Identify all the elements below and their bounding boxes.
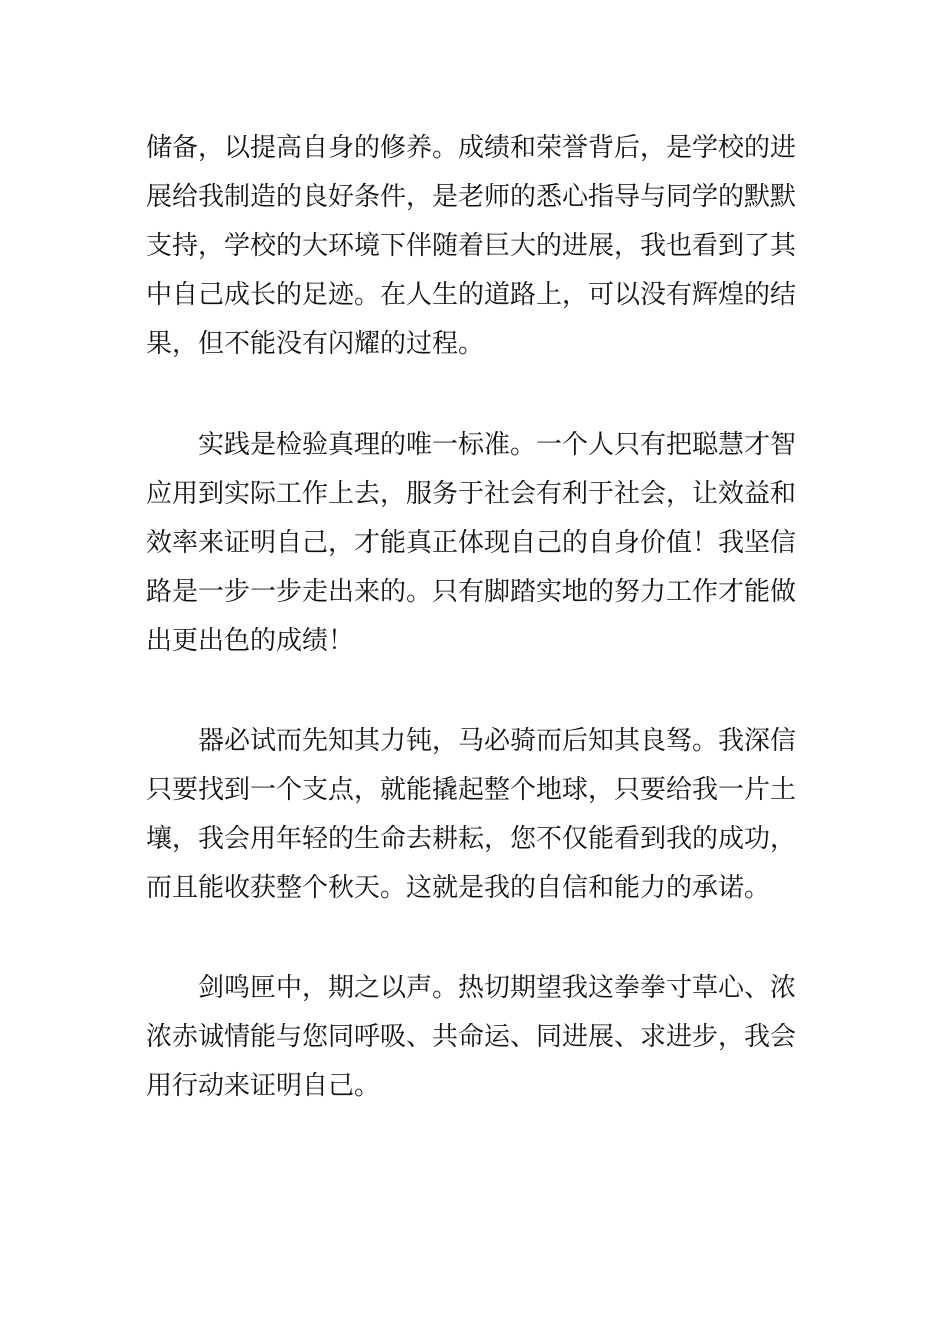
paragraph-line: 应用到实际工作上去，服务于社会有利于社会，让效益和	[146, 479, 797, 509]
paragraph-confidence	[146, 717, 826, 913]
paragraph-line: 器必试而先知其力钝，马必骑而后知其良驽。我深信	[198, 726, 797, 756]
paragraph-line: 而且能收获整个秋天。这就是我的自信和能力的承诺。	[146, 873, 771, 903]
paragraph-line: 用行动来证明自己。	[146, 1071, 381, 1101]
paragraph-line: 剑鸣匣中，期之以声。热切期望我这拳拳寸草心、浓	[198, 973, 797, 1003]
paragraph-line: 出更出色的成绩！	[146, 626, 355, 656]
paragraph-line: 果，但不能没有闪耀的过程。	[146, 329, 485, 359]
paragraph-line: 效率来证明自己，才能真正体现自己的自身价值！我坚信	[146, 528, 797, 558]
paragraph-line: 展给我制造的良好条件，是老师的悉心指导与同学的默默	[146, 182, 797, 212]
paragraph-line: 储备，以提高自身的修养。成绩和荣誉背后，是学校的进	[146, 133, 797, 163]
paragraph-line: 实践是检验真理的唯一标准。一个人只有把聪慧才智	[198, 430, 797, 460]
paragraph-line: 只要找到一个支点，就能撬起整个地球，只要给我一片土	[146, 775, 797, 805]
paragraph-line: 壤，我会用年轻的生命去耕耘，您不仅能看到我的成功，	[146, 824, 797, 854]
paragraph-line: 浓赤诚情能与您同呼吸、共命运、同进展、求进步，我会	[146, 1022, 797, 1052]
paragraph-continuation	[146, 124, 826, 369]
paragraph-line: 路是一步一步走出来的。只有脚踏实地的努力工作才能做	[146, 577, 797, 607]
paragraph-line: 支持，学校的大环境下伴随着巨大的进展，我也看到了其	[146, 231, 797, 261]
paragraph-closing	[146, 964, 826, 1111]
paragraph-practice	[146, 421, 826, 666]
paragraph-line: 中自己成长的足迹。在人生的道路上，可以没有辉煌的结	[146, 280, 797, 310]
